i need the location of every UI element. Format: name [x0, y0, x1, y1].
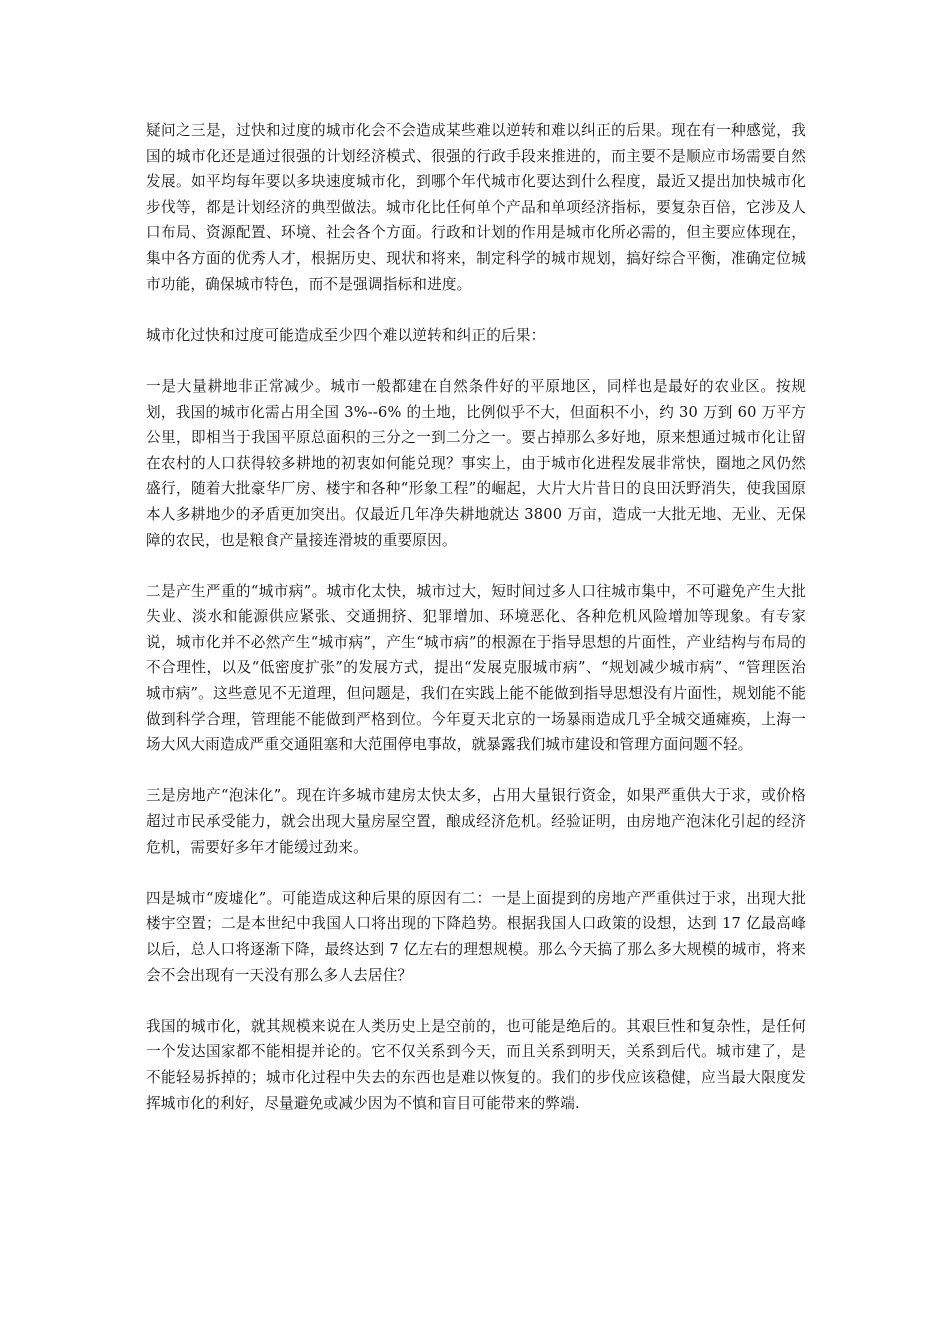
paragraph-city-disease: 二是产生严重的“城市病”。城市化太快，城市过大，短时间过多人口往城市集中，不可避免产生大批失业、淡水和能源供应紧张、交通拥挤、犯罪增加、环境恶化、各种危机风险增加等现象。有专家说，城市化并不必然产生“城市病”，产生“城市病”的根源在于指导思想的片面性，产业结构与布局的不合理性，以及“低密度扩张”的发展方式，提出“发展克服城市病”、“规划减少城市病”、“管理医治城市病”。这些意见不无道理，但问题是，我们在实践上能不能做到指导思想没有片面性，规划能不能做到科学合理，管理能不能做到严格到位。今年夏天北京的一场暴雨造成几乎全城交通瘫痪，上海一场大风大雨造成严重交通阻塞和大范围停电事故，就暴露我们城市建设和管理方面问题不轻。 [146, 582, 806, 754]
paragraph-four-consequences-intro: 城市化过快和过度可能造成至少四个难以逆转和纠正的后果： [146, 326, 546, 344]
paragraph-farmland-loss: 一是大量耕地非正常减少。城市一般都建在自然条件好的平原地区，同样也是最好的农业区。按规划，我国的城市化需占用全国 3%--6% 的土地，比例似乎不大，但面积不小，约 30 万到 60 万平方公里，即相当于我国平原总面积的三分之一到二分之一。要占掉那么多好地，原来想通过城市化让留在农村的人口获得较多耕地的初衷如何能兑现？事实上，由于城市化进程发展非常快，圈地之风仍然盛行，随着大批豪华厂房、楼宇和各种“形象工程”的崛起，大片大片昔日的良田沃野消失，使我国原本人多耕地少的矛盾更加突出。仅最近几年净失耕地就达 3800 万亩，造成一大批无地、无业、无保障的农民，也是粮食产量接连滑坡的重要原因。 [146, 377, 806, 549]
paragraph-city-ruins: 四是城市“废墟化”。可能造成这种后果的原因有二：一是上面提到的房地产严重供过于求，出现大批楼宇空置；二是本世纪中我国人口将出现的下降趋势。根据我国人口政策的设想，达到 17 亿最高峰以后，总人口将逐渐下降，最终达到 7 亿左右的理想规模。那么今天搞了那么多大规模的城市，将来会不会出现有一天没有那么多人去居住？ [146, 889, 806, 984]
document-page [146, 118, 806, 1142]
paragraph-doubt-three: 疑问之三是，过快和过度的城市化会不会造成某些难以逆转和难以纠正的后果。现在有一种感觉，我国的城市化还是通过很强的计划经济模式、很强的行政手段来推进的，而主要不是顺应市场需要自然发展。如平均每年要以多块速度城市化，到哪个年代城市化要达到什么程度，最近又提出加快城市化步伐等，都是计划经济的典型做法。城市化比任何单个产品和单项经济指标，要复杂百倍，它涉及人口布局、资源配置、环境、社会各个方面。行政和计划的作用是城市化所必需的，但主要应体现在，集中各方面的优秀人才，根据历史、现状和将来，制定科学的城市规划，搞好综合平衡，准确定位城市功能，确保城市特色，而不是强调指标和进度。 [146, 122, 806, 293]
paragraph-conclusion: 我国的城市化，就其规模来说在人类历史上是空前的，也可能是绝后的。其艰巨性和复杂性，是任何一个发达国家都不能相提并论的。它不仅关系到今天，而且关系到明天，关系到后代。城市建了，是不能轻易拆掉的；城市化过程中失去的东西也是难以恢复的。我们的步伐应该稳健，应当最大限度发挥城市化的利好，尽量避免或减少因为不慎和盲目可能带来的弊端. [146, 1017, 806, 1112]
paragraph-real-estate-bubble: 三是房地产“泡沫化”。现在许多城市建房太快太多，占用大量银行资金，如果严重供大于求，或价格超过市民承受能力，就会出现大量房屋空置，酿成经济危机。经验证明，由房地产泡沫化引起的经济危机，需要好多年才能缓过劲来。 [146, 787, 806, 856]
